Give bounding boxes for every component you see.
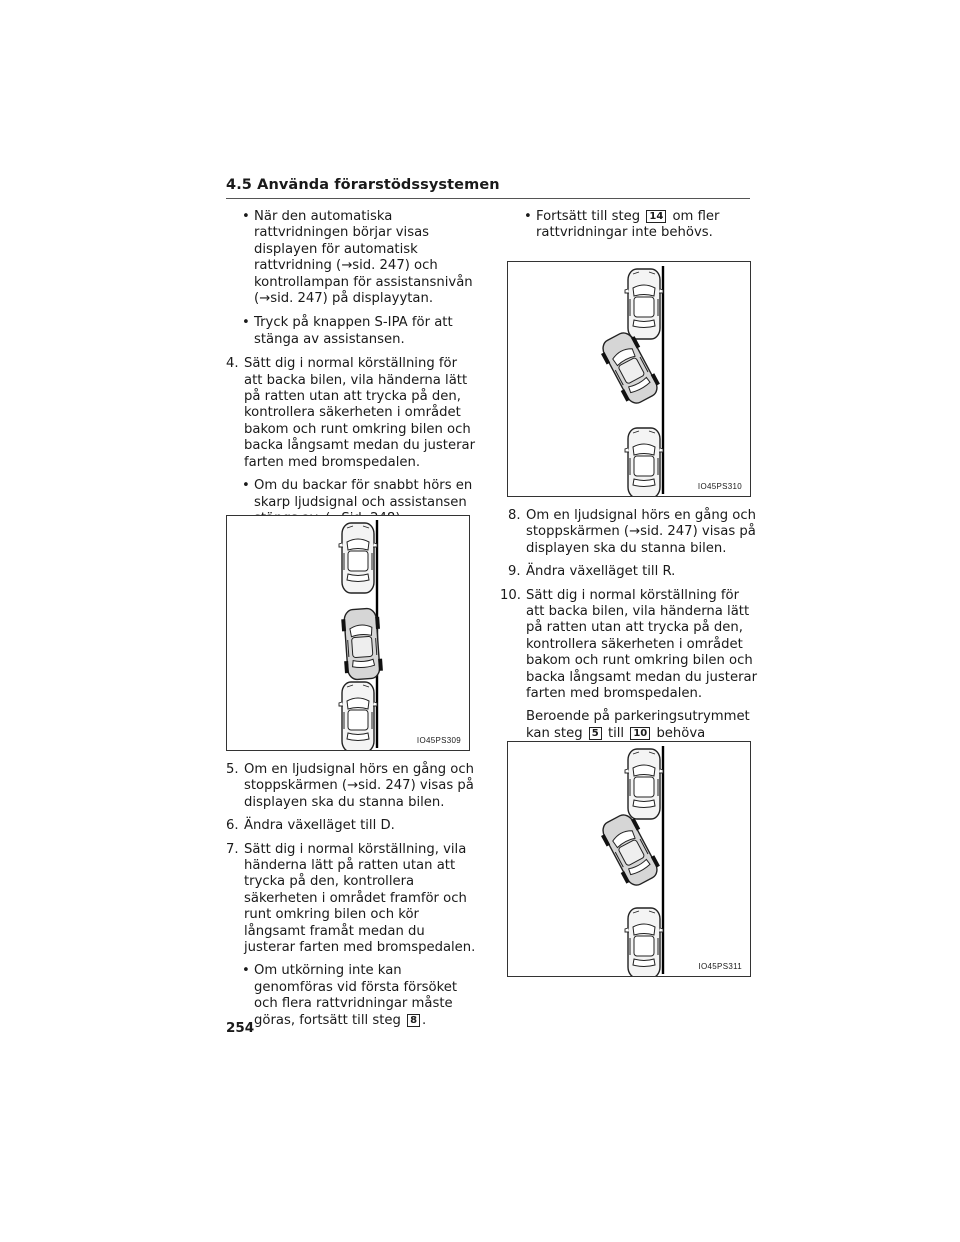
step-number: 9. [508, 564, 521, 580]
note-text: till [607, 725, 625, 741]
bullet-text: Om du backar för snabbt hörs en skarp ljudsignal och assistansen [254, 478, 473, 510]
parked-car-rear [339, 682, 377, 750]
bullet-item [226, 209, 476, 307]
section-title: 4.5 Använda förarstödssystemen [226, 177, 500, 193]
bullet-text: Tryck på knappen S-IPA för att stänga av assistansen. [254, 315, 453, 347]
step-text: Sätt dig i normal körställning för att backa bilen, vila händerna lätt på ratten utan att trycka på den, kontrollera säkerheten i området bakom och runt omkring bilen och backa långsamt medan du justerar farten med bromspedalen. [526, 587, 757, 702]
left-column [226, 209, 476, 535]
step-reference-box: 5 [589, 727, 602, 740]
step-10 [500, 587, 758, 703]
step-4 [226, 356, 476, 471]
step-8 [508, 508, 758, 557]
bullet-dot: • [242, 209, 250, 224]
step-text: Ändra växelläget till R. [526, 564, 676, 580]
right-column [508, 209, 758, 250]
step-number: 10. [500, 587, 521, 603]
step-text: Om en ljudsignal hörs en gång och stoppskärmen (→sid. 247) visas på displayen ska du stanna bilen. [244, 762, 474, 810]
step-7 [226, 842, 476, 957]
parked-car-front [625, 749, 663, 819]
step-reference-box: 14 [646, 210, 666, 223]
bullet-item [508, 209, 758, 242]
own-car [597, 810, 663, 890]
figure-2-illustration [508, 262, 750, 496]
step-text: Sätt dig i normal körställning, vila händerna lätt på ratten utan att trycka på den, kontrollera säkerheten i området framför och runt omkring bilen och kör långsamt framåt medan du justerar farten med bromspedalen. [244, 841, 476, 956]
bullet-text: Om utkörning inte kan genomföras vid första försöket och flera rattvridningar måste göras, fortsätt till steg [254, 963, 458, 1028]
parked-car-rear [625, 908, 663, 976]
parked-car-rear [625, 428, 663, 496]
step-text: Sätt dig i normal körställning för att backa bilen, vila händerna lätt på ratten utan att trycka på den, kontrollera säkerheten i området bakom och runt omkring bilen och backa långsamt medan du justerar farten med bromspedalen. [244, 356, 475, 470]
figure-3-illustration [508, 742, 750, 976]
parked-car-front [625, 269, 663, 339]
figure-code: IO45PS311 [698, 962, 742, 971]
step-6 [226, 818, 476, 834]
step-number: 6. [226, 818, 239, 834]
own-car [341, 608, 384, 680]
note-text: behöva [656, 725, 706, 741]
bullet-text: När den automatiska rattvridningen börjar visas displayen för automatisk rattvridning (→sid. 247) och kontrollampan för assistansnivån (→sid. 247) på displayytan. [254, 209, 473, 307]
step-text: Ändra växelläget till D. [244, 818, 395, 834]
section-divider [226, 198, 750, 199]
step-number: 7. [226, 841, 239, 857]
bullet-dot: • [242, 478, 250, 494]
step-5 [226, 762, 476, 811]
step-number: 5. [226, 762, 239, 777]
step-9 [508, 564, 758, 580]
bullet-item [226, 315, 476, 348]
own-car [597, 328, 663, 408]
figure-code: IO45PS310 [697, 482, 742, 491]
figure-parking-2 [507, 261, 751, 497]
figure-parking-3 [507, 741, 751, 977]
bullet-end: . [422, 1012, 427, 1028]
step-number: 4. [226, 356, 239, 372]
page-number: 254 [226, 1020, 255, 1036]
note-text: Beroende på parkeringsutrymmet kan steg [526, 709, 750, 741]
bullet-text: Fortsätt till steg [536, 209, 641, 224]
figure-1-illustration [227, 516, 469, 750]
parked-car-front [339, 523, 377, 593]
step-reference-box: 10 [630, 727, 650, 740]
figure-parking-1 [226, 515, 470, 751]
left-column-lower [226, 762, 476, 1037]
bullet-dot: • [524, 209, 532, 224]
figure-code: IO45PS309 [416, 736, 461, 745]
bullet-dot: • [242, 963, 250, 979]
bullet-item [226, 963, 476, 1029]
bullet-text: om fler rattvridningar inte behövs. [536, 209, 720, 241]
step-reference-box: 8 [407, 1014, 420, 1027]
step-number: 8. [508, 508, 521, 523]
right-column-lower [500, 508, 758, 765]
step-text: Om en ljudsignal hörs en gång och stoppskärmen (→sid. 247) visas på displayen ska du stanna bilen. [526, 508, 756, 556]
bullet-dot: • [242, 315, 250, 331]
